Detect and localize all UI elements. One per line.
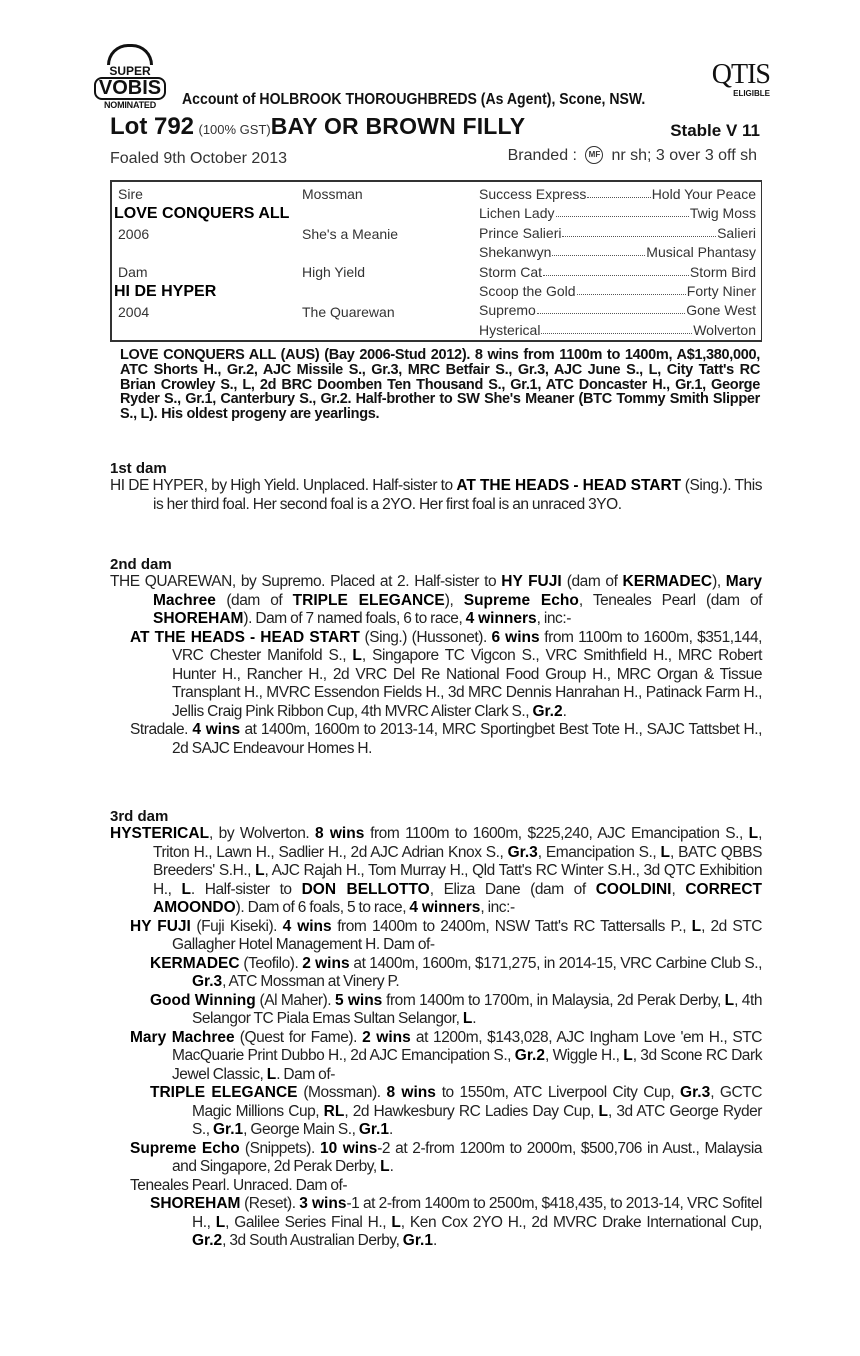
text: . Dam of-	[276, 1065, 335, 1083]
bold-text: Gr.3	[192, 973, 223, 990]
text: , Galilee Series Final H.,	[225, 1213, 392, 1231]
bold-text: Mary Machree	[153, 573, 762, 609]
section-heading: 3rd dam	[110, 808, 169, 825]
foaled-date: Foaled 9th October 2013	[110, 150, 288, 167]
text: .	[432, 1232, 437, 1249]
pedigree-table	[110, 180, 762, 342]
text: , George Main S.,	[243, 1121, 359, 1138]
text: , Emancipation S.,	[537, 843, 661, 861]
ancestor-row	[479, 322, 756, 338]
ancestor-row	[479, 264, 756, 280]
bold-text: 2 wins	[302, 954, 350, 972]
dot-leader	[541, 322, 692, 334]
bold-text: 4 wins	[192, 721, 241, 738]
stable-location: Stable V 11	[670, 121, 760, 140]
bold-text: 8 wins	[315, 825, 365, 842]
dam-section-2nd	[110, 556, 762, 758]
pedigree-entry	[110, 992, 762, 1029]
text: at 1400m, 1600m to 2013-14, MRC Sportingbet Best Tote H., SAJC Tattsbet H., 2d SAJC Endeavour Homes H.	[172, 721, 762, 757]
text: ),	[444, 591, 464, 609]
branded-text: nr sh; 3 over 3 off sh	[611, 147, 757, 164]
logo-text: VOBIS	[94, 77, 166, 100]
ancestor-name: Success Express	[479, 186, 587, 202]
text: , AJC Rajah H., Tom Murray H., Qld Tatt's RC Winter S.H., 3d QTC Exhibition H.,	[153, 862, 762, 898]
bold-text: TRIPLE ELEGANCE	[292, 591, 445, 609]
text: -1 at 2-from 1400m to 2500m, $418,435, to 2013-14, VRC Sofitel H.,	[192, 1195, 762, 1231]
text: , 3d South Australian Derby,	[222, 1232, 403, 1249]
ancestor-name: Lichen Lady	[479, 205, 555, 222]
text: at 1200m, $143,028, AJC Ingham Love 'em H., STC MacQuarie Print Dubbo H., 2d AJC Emancipation S.,	[172, 1028, 762, 1064]
dot-leader	[556, 205, 689, 217]
text: , 3d ATC George Ryder S.,	[192, 1102, 762, 1138]
bold-text: Gr.2	[514, 1047, 545, 1064]
ancestor-name: Storm Cat	[479, 263, 543, 280]
text: to 1550m, ATC Liverpool City Cup,	[435, 1084, 681, 1101]
text: , 3d Scone RC Dark Jewel Classic,	[172, 1047, 762, 1083]
bold-text: L	[623, 1047, 633, 1064]
sire-name: LOVE CONQUERS ALL	[114, 205, 290, 222]
ancestor-name: Supremo	[479, 302, 536, 319]
pedigree-entry	[110, 721, 762, 758]
bold-text: DON BELLOTTO	[301, 880, 430, 898]
ancestor-sire: Musical Phantasy	[646, 244, 756, 261]
text: , BATC QBBS Breeders' S.H.,	[153, 843, 762, 879]
logo-text: QTIS	[711, 59, 770, 90]
text: THE QUAREWAN, by Supremo. Placed at 2. Half-sister to	[110, 573, 502, 590]
bold-text: AT THE HEADS - HEAD START	[456, 477, 682, 494]
pedigree-entry	[110, 573, 762, 629]
granddam: She's a Meanie	[302, 226, 399, 242]
bold-text: 2 wins	[362, 1028, 411, 1046]
text: Stradale.	[130, 721, 193, 738]
bold-text: L	[380, 1158, 390, 1175]
text: (Teofilo).	[239, 954, 303, 972]
bold-text: 3 wins	[299, 1195, 347, 1212]
bold-text: L	[724, 991, 735, 1009]
pedigree-entry	[110, 477, 762, 514]
section-heading: 1st dam	[110, 460, 167, 477]
text: from 1100m to 1600m, $351,144, VRC Chester Manifold S.,	[172, 628, 762, 664]
text: .	[389, 1158, 394, 1175]
ancestor-row	[479, 186, 756, 202]
dot-leader	[562, 225, 716, 237]
text: (Mossman).	[297, 1084, 387, 1101]
ancestor-row	[479, 283, 756, 299]
text: -2 at 2-from 1200m to 2000m, $500,706 in Aust., Malaysia and Singapore, 2d Perak Derby,	[172, 1139, 762, 1175]
text: HI DE HYPER, by High Yield. Unplaced. Half-sister to	[110, 477, 457, 494]
text: ). Dam of 6 foals, 5 to race,	[235, 899, 410, 916]
section-heading: 2nd dam	[110, 556, 172, 573]
bold-text: Good Winning	[150, 991, 256, 1009]
bold-text: 5 wins	[334, 991, 383, 1009]
ancestor-sire: Hold Your Peace	[651, 186, 756, 202]
bold-text: Gr.3	[680, 1084, 711, 1101]
text: at 1400m, 1600m, $171,275, in 2014-15, VRC Carbine Club S.,	[349, 954, 762, 972]
dot-leader	[543, 264, 689, 276]
vendor-account: Account of HOLBROOK THOROUGHBREDS (As Agent), Scone, NSW.	[182, 91, 646, 108]
bold-text: 8 wins	[386, 1084, 436, 1101]
bold-text: 4 wins	[282, 917, 332, 935]
bold-text: KERMADEC	[622, 573, 713, 590]
ancestor-sire: Gone West	[686, 302, 756, 319]
ancestor-name: Scoop the Gold	[479, 283, 576, 299]
bold-text: L	[181, 880, 191, 898]
pedigree-entry	[110, 1140, 762, 1177]
bold-text: L	[391, 1213, 401, 1231]
granddam: The Quarewan	[302, 304, 395, 320]
text: (Fuji Kiseki).	[190, 917, 283, 935]
bold-text: Mary Machree	[130, 1028, 235, 1046]
text: , Wiggle H.,	[544, 1047, 624, 1064]
text: , ATC Mossman at Vinery P.	[222, 973, 400, 990]
text: , Teneales Pearl (dam of	[578, 591, 762, 609]
text: ). Dam of 7 named foals, 6 to race,	[243, 610, 466, 627]
bold-text: L	[352, 647, 362, 664]
bold-text: 4 winners	[465, 610, 537, 627]
bold-text: L	[266, 1065, 277, 1083]
super-vobis-logo	[92, 44, 168, 110]
pedigree-entry	[110, 629, 762, 722]
ancestor-name: Prince Salieri	[479, 224, 562, 241]
text: .	[562, 702, 567, 720]
horse-description: BAY OR BROWN FILLY	[270, 113, 526, 139]
pedigree-entry	[110, 918, 762, 955]
text: , by Wolverton.	[209, 825, 316, 842]
bold-text: HYSTERICAL	[110, 825, 210, 842]
bold-text: SHOREHAM	[150, 1195, 241, 1212]
dam-label: Dam	[118, 264, 148, 280]
text: , Eliza Dane (dam of	[429, 880, 596, 898]
ancestor-row	[479, 244, 756, 260]
bold-text: Gr.1	[402, 1232, 433, 1249]
pedigree-entry	[110, 1195, 762, 1251]
text: from 1400m to 2400m, NSW Tatt's RC Tattersalls P.,	[331, 917, 692, 935]
text: ),	[712, 573, 726, 590]
dam-section-1st	[110, 460, 762, 514]
grandsire: Mossman	[302, 186, 363, 202]
branded-label: Branded :	[507, 147, 577, 164]
bold-text: AT THE HEADS - HEAD START	[130, 628, 360, 646]
ancestor-row	[479, 205, 756, 221]
bold-text: 4 winners	[409, 899, 481, 916]
sire-label: Sire	[118, 186, 143, 202]
dam-name: HI DE HYPER	[114, 283, 217, 300]
bold-text: CORRECT AMOONDO	[153, 880, 762, 916]
text: (dam of	[215, 591, 293, 609]
text: . Half-sister to	[190, 880, 302, 898]
ancestor-sire: Salieri	[717, 224, 756, 241]
ancestor-sire: Forty Niner	[686, 283, 756, 299]
qtis-logo	[690, 60, 770, 100]
sun-icon	[107, 44, 153, 65]
text: (Sing.) (Hussonet).	[359, 628, 492, 646]
pedigree-entry	[110, 1177, 762, 1196]
bold-text: HY FUJI	[130, 917, 191, 935]
bold-text: Supreme Echo	[463, 591, 579, 609]
bold-text: L	[748, 825, 759, 842]
text: Teneales Pearl. Unraced. Dam of-	[130, 1176, 348, 1194]
text: , GCTC Magic Millions Cup,	[192, 1084, 763, 1120]
bold-text: HY FUJI	[501, 573, 562, 590]
text: , inc:-	[536, 610, 571, 627]
dot-leader	[577, 283, 686, 295]
bold-text: Gr.3	[507, 843, 538, 861]
gst-note: (100% GST)	[198, 122, 271, 137]
dam-year: 2004	[118, 304, 150, 320]
text: , Ken Cox 2YO H., 2d MVRC Drake International Cup,	[400, 1213, 762, 1231]
text: .	[389, 1121, 393, 1138]
lot-number: Lot 792	[110, 113, 195, 140]
bold-text: L	[598, 1102, 608, 1120]
bold-text: COOLDINI	[595, 880, 672, 898]
sire-summary: LOVE CONQUERS ALL (AUS) (Bay 2006-Stud 2012). 8 wins from 1100m to 1400m, A$1,380,000, ATC Shorts H., Gr.2, AJC Missile S., Gr.3, MRC Betfair S., Gr.3, AJC June S., L, City Tatt's RC Brian Crowley S., L, 2d BRC Doomben Ten Thousand S., Gr.1, ATC Doncaster H., Gr.1, George Ryder S., Gr.1, Canterbury S., Gr.2. Half-brother to SW She's Meaner (BTC Tommy Smith Slipper S., L). His oldest progeny are yearlings.	[120, 347, 760, 423]
text: , Singapore TC Vigcon S., VRC Smithfield H., MRC Robert Hunter H., Rancher H., 2d VRC Del Re National Food Group H., MRC Organ & Tissue Transplant H., MVRC Essendon Fields H., 3d MRC Dennis Hanrahan H., Patinack Farm H., Jellis Craig Pink Ribbon Cup, 4th MVRC Alister Clark S.,	[172, 647, 762, 720]
bold-text: L	[691, 917, 702, 935]
dot-leader	[587, 186, 650, 198]
bold-text: 10 wins	[319, 1139, 378, 1157]
ancestor-name: Shekanwyn	[479, 244, 552, 261]
bold-text: L	[462, 1010, 473, 1027]
ancestor-row	[479, 302, 756, 318]
bold-text: TRIPLE ELEGANCE	[150, 1084, 298, 1101]
pedigree-entry	[110, 1084, 762, 1140]
bold-text: Gr.1	[212, 1121, 244, 1138]
bold-text: Supreme Echo	[130, 1139, 240, 1157]
text: (Reset).	[240, 1195, 300, 1212]
dot-leader	[537, 302, 685, 314]
bold-text: 6 wins	[491, 628, 540, 646]
logo-text: ELIGIBLE	[733, 89, 770, 98]
text: , inc:-	[480, 899, 515, 916]
bold-text: Gr.2	[532, 702, 563, 720]
text: , 4th Selangor TC Piala Emas Sultan Selangor,	[192, 991, 762, 1027]
brand-mark-icon: MF	[585, 146, 603, 164]
pedigree-entry	[110, 825, 762, 918]
text: (Sing.). This is her third foal. Her second foal is a 2YO. Her first foal is an unraced 3YO.	[153, 477, 762, 513]
text: , Triton H., Lawn H., Sadlier H., 2d AJC Adrian Knox S.,	[153, 825, 762, 861]
bold-text: L	[215, 1213, 226, 1231]
pedigree-entry	[110, 955, 762, 992]
text: (dam of	[561, 573, 623, 590]
sire-year: 2006	[118, 226, 150, 242]
brand-info	[508, 146, 757, 165]
bold-text: L	[255, 862, 265, 879]
text: from 1100m to 1600m, $225,240, AJC Emancipation S.,	[364, 825, 749, 842]
logo-text: SUPER	[109, 64, 151, 78]
ancestor-sire: Twig Moss	[689, 205, 756, 222]
text: (Snippets).	[239, 1139, 320, 1157]
ancestor-row	[479, 225, 756, 241]
text: , 2d STC Gallagher Hotel Management H. Dam of-	[172, 917, 763, 953]
grandsire: High Yield	[302, 264, 366, 280]
ancestor-sire: Storm Bird	[689, 263, 756, 280]
dam-section-3rd	[110, 808, 762, 1251]
text: (Quest for Fame).	[234, 1028, 363, 1046]
bold-text: Gr.2	[192, 1232, 223, 1249]
text: ,	[671, 880, 686, 898]
bold-text: RL	[323, 1102, 345, 1120]
lot-title	[110, 113, 525, 141]
ancestor-sire: Wolverton	[693, 321, 756, 338]
bold-text: SHOREHAM	[153, 610, 244, 627]
ancestor-name: Hysterical	[479, 321, 541, 338]
pedigree-entry	[110, 1029, 762, 1085]
logo-text: NOMINATED	[103, 100, 157, 110]
bold-text: KERMADEC	[150, 954, 240, 972]
dot-leader	[552, 244, 645, 256]
bold-text: L	[660, 843, 670, 861]
bold-text: Gr.1	[358, 1121, 389, 1138]
text: , 2d Hawkesbury RC Ladies Day Cup,	[344, 1102, 599, 1120]
text: .	[472, 1010, 477, 1027]
text: (Al Maher).	[255, 991, 335, 1009]
text: from 1400m to 1700m, in Malaysia, 2d Perak Derby,	[382, 991, 725, 1009]
